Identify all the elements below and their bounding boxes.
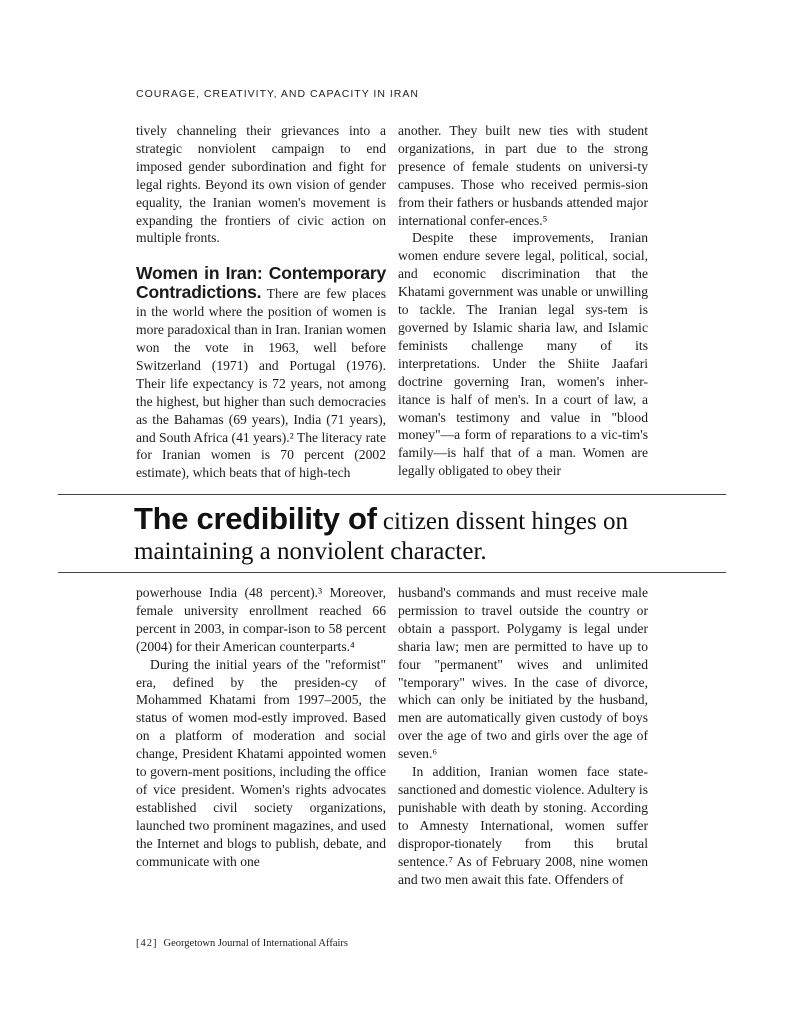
column-top-left: [136, 122, 386, 482]
column-bottom-right: [398, 584, 648, 888]
journal-name: Georgetown Journal of International Affairs: [163, 938, 348, 949]
section-heading: Women in Iran: Contemporary Contradictions.: [136, 263, 386, 303]
pull-quote: [134, 501, 724, 567]
paragraph: powerhouse India (48 percent).³ Moreover, female university enrollment reached 66 percent in 2003, in compar-ison to 58 percent (2004) for their American counterparts.⁴: [136, 585, 386, 654]
running-head: COURAGE, CREATIVITY, AND CAPACITY IN IRAN: [136, 88, 419, 100]
column-bottom-left: [136, 584, 386, 871]
paragraph: another. They built new ties with student organizations, in part due to the strong presence of female students on universi-ty campuses. Those who received permis-sion from their fathers or husbands attended major international confer-ences.⁵: [398, 123, 648, 228]
paragraph: During the initial years of the "reformist" era, defined by the presiden-cy of Mohammed Khatami from 1997–2005, the status of women mod-estly improved. Based on a platform of moderation and social change, President Khatami appointed women to govern-ment positions, including the office of vice president. Women's rights advocates established civil society organizations, launched two prominent magazines, and used the Internet and blogs to publish, debate, and communicate with one: [136, 656, 386, 869]
pull-quote-rule-top: [58, 494, 726, 495]
paragraph-text: There are few places in the world where the position of women is more paradoxical than in Iran. Iranian women won the vote in 1963, well before Switzerland (1971) and Portugal (1976). Their life expectancy is 72 years, not among the highest, but higher than such democracies as the Bahamas (69 years), India (71 years), and South Africa (41 years).² The literacy rate for Iranian women is 70 percent (2002 estimate), which beats that of high-tech: [136, 286, 386, 481]
paragraph: husband's commands and must receive male permission to travel outside the country or obtain a passport. Polygamy is legal under sharia law; men are permitted to have up to four "permanent" wives and unlimited "temporary" wives. In the case of divorce, which can only be initiated by the husband, men are automatically given custody of boys over the age of two and girls over the age of seven.⁶: [398, 585, 648, 762]
page-number: [42]: [136, 938, 158, 949]
page-footer: [136, 938, 348, 949]
paragraph: In addition, Iranian women face state-sanctioned and domestic violence. Adultery is punishable with death by stoning. According to Amnesty International, women suffer dispropor-tionately from this brutal sentence.⁷ As of February 2008, nine women and two men await this fate. Offenders of: [398, 764, 648, 887]
section-paragraph: [136, 265, 386, 482]
pull-quote-rule-bottom: [58, 572, 726, 573]
paragraph: Despite these improvements, Iranian women endure severe legal, political, social, and economic discrimination that the Khatami government was unable or unwilling to tackle. The Iranian legal sys-tem is governed by Islamic sharia law, and Islamic feminists challenge many of its interpretations. Under the Shiite Jaafari doctrine governing Iran, women's inher-itance is half of men's. In a court of law, a woman's testimony and value in "blood money"—a form of reparations to a vic-tim's family—is half that of a man. Women are legally obligated to obey their: [398, 230, 648, 479]
paragraph: tively channeling their grievances into a strategic nonviolent campaign to end imposed gender subordination and fight for legal rights. Beyond its own vision of gender equality, the Iranian women's movement is expanding the frontiers of civic action on multiple fronts.: [136, 123, 386, 246]
pull-quote-text: citizen dissent hinges on maintaining a nonviolent character.: [134, 508, 628, 565]
pull-quote-bold: The credibility of: [134, 501, 377, 536]
column-top-right: [398, 122, 648, 480]
